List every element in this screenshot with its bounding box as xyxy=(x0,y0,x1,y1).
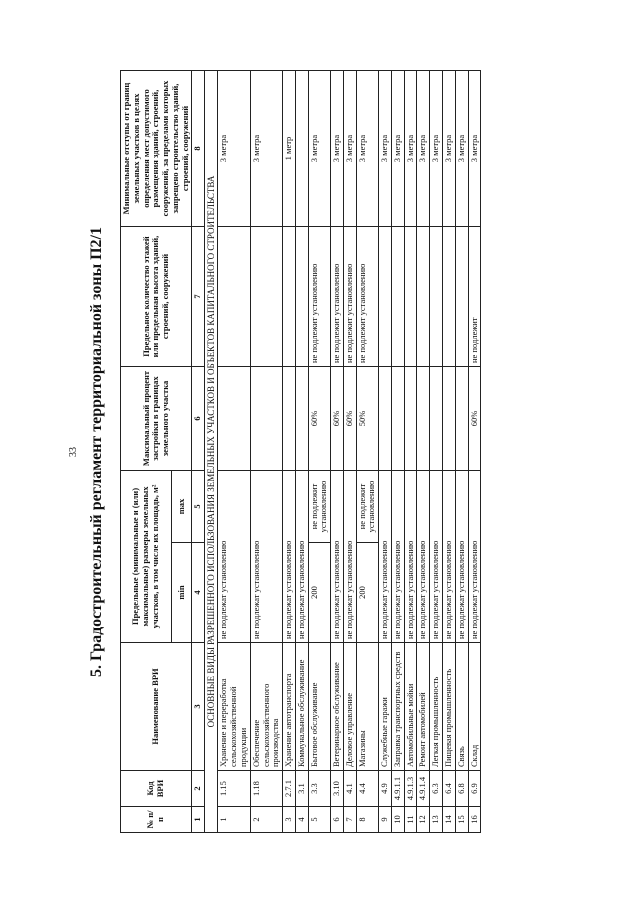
vri-code: 1.15 xyxy=(218,771,250,807)
setback-value: 3 метра xyxy=(356,71,379,227)
plot-size-value: не подлежат установлению xyxy=(295,471,308,643)
vri-code: 6.3 xyxy=(430,771,443,807)
row-number: 6 xyxy=(331,807,344,833)
column-number: 7 xyxy=(192,227,205,367)
coverage-value xyxy=(455,367,468,471)
vri-code: 1.18 xyxy=(250,771,282,807)
vri-name: Легкая промышленность xyxy=(430,643,443,771)
row-number: 12 xyxy=(417,807,430,833)
table-row xyxy=(404,71,417,833)
header-plot-size: Предельные (минимальные и (или) максимальные) размеры земельных участков, в том числе их площадь, м² xyxy=(121,471,172,643)
table-row xyxy=(455,71,468,833)
header-max: max xyxy=(172,471,192,543)
row-number: 2 xyxy=(250,807,282,833)
header-floors: Предельное количество этажей или предельная высота зданий, строений, сооружений xyxy=(121,227,192,367)
vri-code: 6.9 xyxy=(468,771,481,807)
coverage-value xyxy=(417,367,430,471)
floors-value xyxy=(455,227,468,367)
vri-code: 4.9.1.3 xyxy=(404,771,417,807)
vri-name: Коммунальное обслуживание xyxy=(295,643,308,771)
plot-size-value: не подлежат установлению xyxy=(283,471,296,643)
vri-name: Связь xyxy=(455,643,468,771)
vri-name: Деловое управление xyxy=(343,643,356,771)
header-coverage: Максимальный процент застройки в границах земельного участка xyxy=(121,367,192,471)
setback-value: 3 метра xyxy=(417,71,430,227)
table-row xyxy=(218,71,250,833)
coverage-value xyxy=(250,367,282,471)
floors-value: не подлежит установлению xyxy=(308,227,331,367)
floors-value: не подлежит установлению xyxy=(356,227,379,367)
vri-code: 4.9.1.1 xyxy=(391,771,404,807)
header-name: Наименование ВРИ xyxy=(121,643,192,771)
row-number: 3 xyxy=(283,807,296,833)
column-number: 6 xyxy=(192,367,205,471)
vri-code: 4.4 xyxy=(356,771,379,807)
header-min: min xyxy=(172,543,192,643)
column-number: 2 xyxy=(192,771,205,807)
floors-value xyxy=(417,227,430,367)
table-row xyxy=(391,71,404,833)
setback-value: 3 метра xyxy=(331,71,344,227)
column-number: 3 xyxy=(192,643,205,771)
header-num: № п/п xyxy=(121,807,192,833)
vri-name: Склад xyxy=(468,643,481,771)
setback-value: 3 метра xyxy=(443,71,456,227)
regulation-table xyxy=(120,70,481,833)
vri-name: Ветеринарное обслуживание xyxy=(331,643,344,771)
setback-value: 3 метра xyxy=(391,71,404,227)
vri-name: Служебные гаражи xyxy=(379,643,392,771)
row-number: 10 xyxy=(391,807,404,833)
plot-size-value: не подлежат установлению xyxy=(218,471,250,643)
table-row xyxy=(430,71,443,833)
column-number: 4 xyxy=(192,543,205,643)
setback-value: 3 метра xyxy=(430,71,443,227)
page-title: 5. Градостроительный регламент территориальной зоны П2/1 xyxy=(88,227,105,677)
table-row xyxy=(443,71,456,833)
row-number: 11 xyxy=(404,807,417,833)
setback-value: 3 метра xyxy=(250,71,282,227)
plot-size-value: не подлежат установлению xyxy=(455,471,468,643)
vri-code: 4.1 xyxy=(343,771,356,807)
floors-value xyxy=(295,227,308,367)
table-row xyxy=(331,71,344,833)
coverage-value xyxy=(283,367,296,471)
row-number: 4 xyxy=(295,807,308,833)
section-title: ОСНОВНЫЕ ВИДЫ РАЗРЕШЕННОГО ИСПОЛЬЗОВАНИЯ ЗЕМЕЛЬНЫХ УЧАСТКОВ И ОБЪЕКТОВ КАПИТАЛЬНОГО СТРОИТЕЛЬСТВА xyxy=(205,71,218,833)
table-row xyxy=(250,71,282,833)
plot-size-value: не подлежат установлению xyxy=(391,471,404,643)
plot-size-value: не подлежат установлению xyxy=(250,471,282,643)
coverage-value: 60% xyxy=(468,367,481,471)
floors-value: не подлежит установлению xyxy=(331,227,344,367)
setback-value: 3 метра xyxy=(404,71,417,227)
plot-size-value: не подлежат установлению xyxy=(331,471,344,643)
page-number: 33 xyxy=(68,447,79,457)
plot-size-value: не подлежат установлению xyxy=(404,471,417,643)
vri-name: Обеспечение сельскохозяйственного производства xyxy=(250,643,282,771)
column-number: 8 xyxy=(192,71,205,227)
setback-value: 1 метр xyxy=(283,71,296,227)
plot-size-value: не подлежат установлению xyxy=(343,471,356,643)
plot-size-value: не подлежат установлению xyxy=(430,471,443,643)
vri-code: 6.8 xyxy=(455,771,468,807)
floors-value: не подлежит установлению xyxy=(343,227,356,367)
floors-value xyxy=(250,227,282,367)
vri-name: Ремонт автомобилей xyxy=(417,643,430,771)
row-number: 5 xyxy=(308,807,331,833)
vri-name: Автомобильные мойки xyxy=(404,643,417,771)
table-row xyxy=(379,71,392,833)
row-number: 9 xyxy=(379,807,392,833)
plot-size-max: не подлежит установлению xyxy=(356,471,379,543)
plot-size-value: не подлежат установлению xyxy=(379,471,392,643)
vri-code: 3.1 xyxy=(295,771,308,807)
setback-value: 3 метра xyxy=(455,71,468,227)
vri-code: 4.9.1.4 xyxy=(417,771,430,807)
column-number: 5 xyxy=(192,471,205,543)
table-row xyxy=(343,71,356,833)
coverage-value xyxy=(391,367,404,471)
row-number: 1 xyxy=(218,807,250,833)
coverage-value: 60% xyxy=(308,367,331,471)
rotated-page-content xyxy=(60,57,580,847)
setback-value: 3 метра xyxy=(379,71,392,227)
vri-code: 3.10 xyxy=(331,771,344,807)
table-row xyxy=(295,71,308,833)
row-number: 16 xyxy=(468,807,481,833)
coverage-value: 60% xyxy=(343,367,356,471)
coverage-value xyxy=(404,367,417,471)
setback-value: 3 метра xyxy=(468,71,481,227)
row-number: 13 xyxy=(430,807,443,833)
row-number: 14 xyxy=(443,807,456,833)
coverage-value xyxy=(443,367,456,471)
floors-value xyxy=(283,227,296,367)
vri-code: 2.7.1 xyxy=(283,771,296,807)
setback-value: 3 метра xyxy=(308,71,331,227)
setback-value: 3 метра xyxy=(218,71,250,227)
header-code: Код ВРИ xyxy=(121,771,192,807)
vri-name: Хранение автотранспорта xyxy=(283,643,296,771)
table-row xyxy=(283,71,296,833)
row-number: 15 xyxy=(455,807,468,833)
plot-size-min: 200 xyxy=(308,543,331,643)
vri-code: 6.4 xyxy=(443,771,456,807)
header-row xyxy=(121,71,172,833)
row-number: 7 xyxy=(343,807,356,833)
setback-value: 3 метра xyxy=(343,71,356,227)
vri-name: Бытовое обслуживание xyxy=(308,643,331,771)
coverage-value: 60% xyxy=(331,367,344,471)
coverage-value xyxy=(218,367,250,471)
section-row xyxy=(205,71,218,833)
coverage-value xyxy=(379,367,392,471)
column-number: 1 xyxy=(192,807,205,833)
header-setbacks: Минимальные отступы от границ земельных участков в целях определения мест допустимого размещения зданий, строений, сооружений, за пределами которых запрещено строительство зданий, строений, сооружений xyxy=(121,71,192,227)
coverage-value xyxy=(295,367,308,471)
vri-name: Хранение и переработка сельскохозяйственной продукции xyxy=(218,643,250,771)
vri-name: Магазины xyxy=(356,643,379,771)
plot-size-max: не подлежит установлению xyxy=(308,471,331,543)
floors-value xyxy=(443,227,456,367)
floors-value xyxy=(379,227,392,367)
plot-size-value: не подлежат установлению xyxy=(468,471,481,643)
coverage-value xyxy=(430,367,443,471)
vri-code: 3.3 xyxy=(308,771,331,807)
floors-value xyxy=(391,227,404,367)
column-number-row xyxy=(192,71,205,833)
plot-size-value: не подлежат установлению xyxy=(417,471,430,643)
vri-code: 4.9 xyxy=(379,771,392,807)
vri-name: Заправка транспортных средств xyxy=(391,643,404,771)
table-row xyxy=(356,71,379,833)
table-row xyxy=(468,71,481,833)
coverage-value: 50% xyxy=(356,367,379,471)
floors-value: не подлежит xyxy=(468,227,481,367)
vri-name: Пищевая промышленность xyxy=(443,643,456,771)
plot-size-value: не подлежат установлению xyxy=(443,471,456,643)
floors-value xyxy=(430,227,443,367)
plot-size-min: 200 xyxy=(356,543,379,643)
table-row xyxy=(417,71,430,833)
row-number: 8 xyxy=(356,807,379,833)
table-row xyxy=(308,71,331,833)
floors-value xyxy=(404,227,417,367)
setback-value xyxy=(295,71,308,227)
floors-value xyxy=(218,227,250,367)
